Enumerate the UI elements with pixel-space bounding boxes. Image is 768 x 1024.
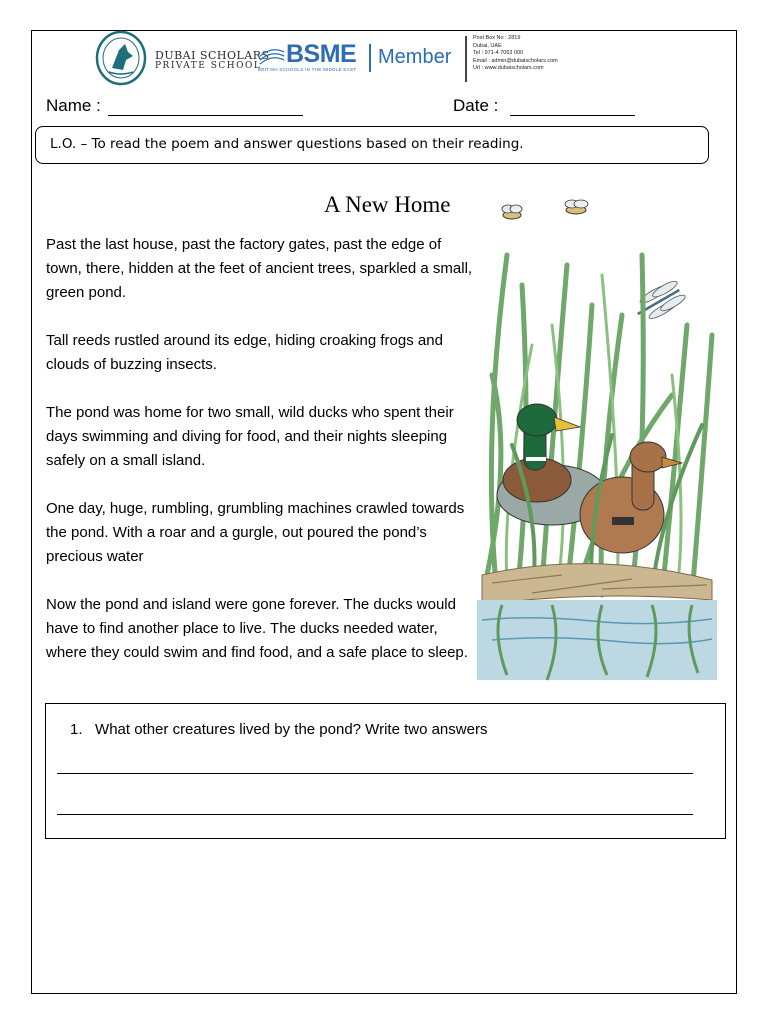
bee-icon [502,205,522,219]
bsme-member-text: Member [378,46,452,68]
contact-divider [465,36,467,82]
date-label: Date : [453,96,499,115]
learning-objective-text: L.O. – To read the poem and answer questions based on their reading. [50,136,524,152]
story-paragraph-3: The pond was home for two small, wild ducks who spent their days swimming and diving for food, and their nights sleeping safely on a small island. [46,404,454,469]
name-label: Name : [46,96,101,115]
question-text: What other creatures lived by the pond? Write two answers [95,721,488,738]
bsme-tagline: BRITISH SCHOOLS IN THE MIDDLE EAST [258,67,357,72]
school-name-line2: PRIVATE SCHOOL [155,61,262,71]
school-name [155,50,270,72]
contact-url: Url : www.dubaischolars.com [473,65,544,71]
question-number: 1. [70,721,83,738]
story-paragraph-2: Tall reeds rustled around its edge, hiding croaking frogs and clouds of buzzing insects. [46,332,443,373]
question-1 [70,721,487,738]
school-crest-logo [95,30,147,86]
answer-line-1[interactable] [57,773,693,774]
date-field[interactable] [510,115,635,116]
learning-objective-box [35,126,709,164]
logo-divider [369,44,371,72]
contact-post-box: Post Box No : 2819 [473,35,521,41]
school-name-line1: DUBAI SCHOLARS [155,49,270,62]
answer-line-2[interactable] [57,814,693,815]
story-paragraph-5: Now the pond and island were gone forever. The ducks would have to find another place to live. The ducks needed water, where they could swim and find food, and a safe place to sleep. [46,596,468,661]
ducks-pond-illustration [472,195,722,685]
contact-email: Email : admin@dubaischolars.com [473,57,558,64]
story-paragraph-4: One day, huge, rumbling, grumbling machines crawled towards the pond. With a roar and a gurgle, out poured the pond’s precious water [46,500,465,565]
bee-icon [565,200,588,214]
name-field[interactable] [108,115,303,116]
dragonfly-icon [631,278,687,326]
contact-tel: Tel : 971-4 7063 000 [473,50,524,56]
story-title: A New Home [324,192,451,217]
story-paragraph-1: Past the last house, past the factory gates, past the edge of town, there, hidden at the feet of ancient trees, sparkled a small, green pond. [46,236,473,301]
bsme-logo-text: BSME [286,40,357,68]
contact-city: Dubai, UAE [473,42,502,49]
contact-block [473,35,558,73]
